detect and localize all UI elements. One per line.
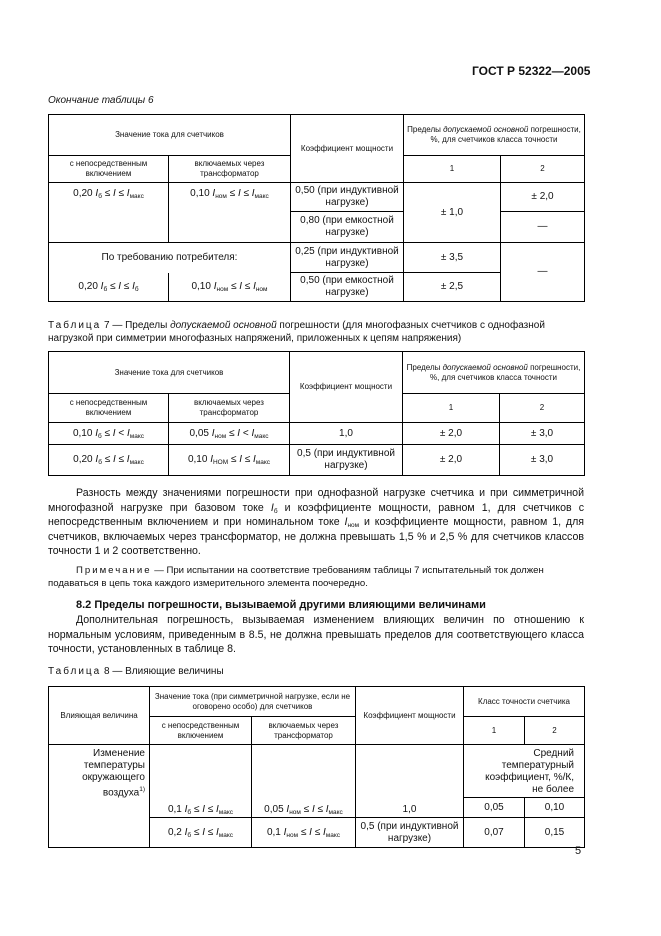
t7-r2-class2: ± 3,0 xyxy=(500,445,585,476)
table6 xyxy=(48,114,585,302)
t8-col-quantity: Влияющая величина xyxy=(49,687,150,745)
t8-r1-pf: 1,0 xyxy=(356,798,464,818)
table6-caption: Окончание таблицы 6 xyxy=(48,95,154,106)
t6-r4-direct: 0,20 $I_б \le I \le I_б$ xyxy=(49,273,169,302)
t8-temp-coefficient: Средний температурный коэффициент, %/К, не более xyxy=(464,745,585,798)
t7-r2-pf: 0,5 (при индуктивной нагрузке) xyxy=(290,445,403,476)
t7-r1-transformer: 0,05 $I_{ном} \le I < I_{макс}$ xyxy=(169,423,290,445)
t8-col-current: Значение тока (при симметричной нагрузке, если не оговорено особо) для счетчиков xyxy=(150,687,356,717)
t7-class-2: 2 xyxy=(500,394,585,423)
t6-r1-direct: 0,20 $I_б \le I \le I_{макс}$ xyxy=(49,183,169,243)
t6-class-2: 2 xyxy=(501,156,585,183)
t8-r1-class1: 0,05 xyxy=(464,798,525,818)
t6-r3-class2: — xyxy=(501,243,585,302)
t8-r2-transformer: 0,1 $I_{ном} \le I \le I_{макс}$ xyxy=(252,818,356,848)
t7-col-limits: Пределы допускаемой основной погрешности, %, для счетчиков класса точности xyxy=(403,352,585,394)
t7-col-direct: с непосредственным включением xyxy=(49,394,169,423)
note: Примечание — При испытании на соответствие требованиям таблицы 7 испытательный ток должен подаваться в цепь тока каждого измерительного элемента поочередно. xyxy=(48,565,544,589)
table8-caption: Таблица 8 — Влияющие величины xyxy=(48,666,224,677)
t8-r1-direct: 0,1 $I_б \le I \le I_{макс}$ xyxy=(150,798,252,818)
t7-col-pf: Коэффициент мощности xyxy=(290,352,403,423)
table7-caption: Таблица 7 — Пределы допускаемой основной погрешности (для многофазных счетчиков с однофазной нагрузкой при симметрии многофазных напряжений, приложенных к цепям напряжения) xyxy=(48,320,545,344)
t7-r2-transformer: 0,10 $I_{НОМ} \le I \le I_{макс}$ xyxy=(169,445,290,476)
t8-r2-pf: 0,5 (при индуктивной нагрузке) xyxy=(356,818,464,848)
t8-class-2: 2 xyxy=(525,717,585,745)
t6-r1-pf: 0,50 (при индуктивной нагрузке) xyxy=(291,183,404,212)
t6-class-1: 1 xyxy=(404,156,501,183)
t6-col-limits: Пределы допускаемой основной погрешности, %, для счетчиков класса точности xyxy=(404,115,585,156)
t8-r2-class2: 0,15 xyxy=(525,818,585,848)
t8-quantity-temperature: Изменение температуры окружающего воздуха$^{1)}$ xyxy=(49,745,150,848)
t6-r2-class2: — xyxy=(501,212,585,243)
t7-class-1: 1 xyxy=(403,394,500,423)
t6-r1-class1: ± 1,0 xyxy=(404,183,501,243)
table7 xyxy=(48,351,585,476)
t8-r1-transformer: 0,05 $I_{ном} \le I \le I_{макс}$ xyxy=(252,798,356,818)
paragraph-difference: Разность между значениями погрешности при однофазной нагрузке счетчика и при симметричной многофазной нагрузке при базовом токе $I_б$ и коэффициенте мощности, равном 1, для счетчиков с непосредственным включением и при номинальном токе $I_{ном}$ и коэффициенте мощности, равном 1, для счетчиков, включаемых через трансформатор, не должна превышать 1,5 % и 2,5 % для счетчиков классов точности 1 и 2 соответственно. xyxy=(48,487,584,557)
t7-r1-direct: 0,10 $I_б \le I < I_{макс}$ xyxy=(49,423,169,445)
t6-r1-transformer: 0,10 $I_{ном} \le I \le I_{макс}$ xyxy=(169,183,291,243)
t6-r3-request: По требованию потребителя: xyxy=(49,243,291,273)
t6-r3-class1: ± 3,5 xyxy=(404,243,501,273)
t6-col-direct: с непосредственным включением xyxy=(49,156,169,183)
t8-r2-class1: 0,07 xyxy=(464,818,525,848)
t6-r3-pf: 0,25 (при индуктивной нагрузке) xyxy=(291,243,404,273)
t6-r4-class1: ± 2,5 xyxy=(404,273,501,302)
t6-col-current: Значение тока для счетчиков xyxy=(49,115,291,156)
t8-col-class: Класс точности счетчика xyxy=(464,687,585,717)
t7-col-current: Значение тока для счетчиков xyxy=(49,352,290,394)
t7-r1-class2: ± 3,0 xyxy=(500,423,585,445)
t8-r1-class2: 0,10 xyxy=(525,798,585,818)
t6-r1-class2: ± 2,0 xyxy=(501,183,585,212)
page-number: 5 xyxy=(575,845,582,857)
t8-col-transformer: включаемых через трансформатор xyxy=(252,717,356,745)
t8-r2-direct: 0,2 $I_б \le I \le I_{макс}$ xyxy=(150,818,252,848)
t7-r1-class1: ± 2,0 xyxy=(403,423,500,445)
t6-col-pf: Коэффициент мощности xyxy=(291,115,404,183)
table8 xyxy=(48,686,585,848)
t8-col-direct: с непосредственным включением xyxy=(150,717,252,745)
document-code: ГОСТ Р 52322—2005 xyxy=(472,64,591,78)
t8-col-pf: Коэффициент мощности xyxy=(356,687,464,745)
t6-r4-pf: 0,50 (при емкостной нагрузке) xyxy=(291,273,404,302)
t7-col-transformer: включаемых через трансформатор xyxy=(169,394,290,423)
paragraph-additional-error: Дополнительная погрешность, вызываемая изменением влияющих величин по отношению к нормальным условиям, приведенным в 8.5, не должна превышать пределов для соответствующего класса точности, установленных в таблице 8. xyxy=(48,614,584,655)
t6-r4-transformer: 0,10 $I_{ном} \le I \le I_{ном}$ xyxy=(169,273,291,302)
t7-r2-direct: 0,20 $I_б \le I \le I_{макс}$ xyxy=(49,445,169,476)
t6-r2-pf: 0,80 (при емкостной нагрузке) xyxy=(291,212,404,243)
t7-r2-class1: ± 2,0 xyxy=(403,445,500,476)
t7-r1-pf: 1,0 xyxy=(290,423,403,445)
section-heading: 8.2 Пределы погрешности, вызываемой другими влияющими величинами xyxy=(76,599,486,611)
t6-col-transformer: включаемых через трансформатор xyxy=(169,156,291,183)
t8-class-1: 1 xyxy=(464,717,525,745)
